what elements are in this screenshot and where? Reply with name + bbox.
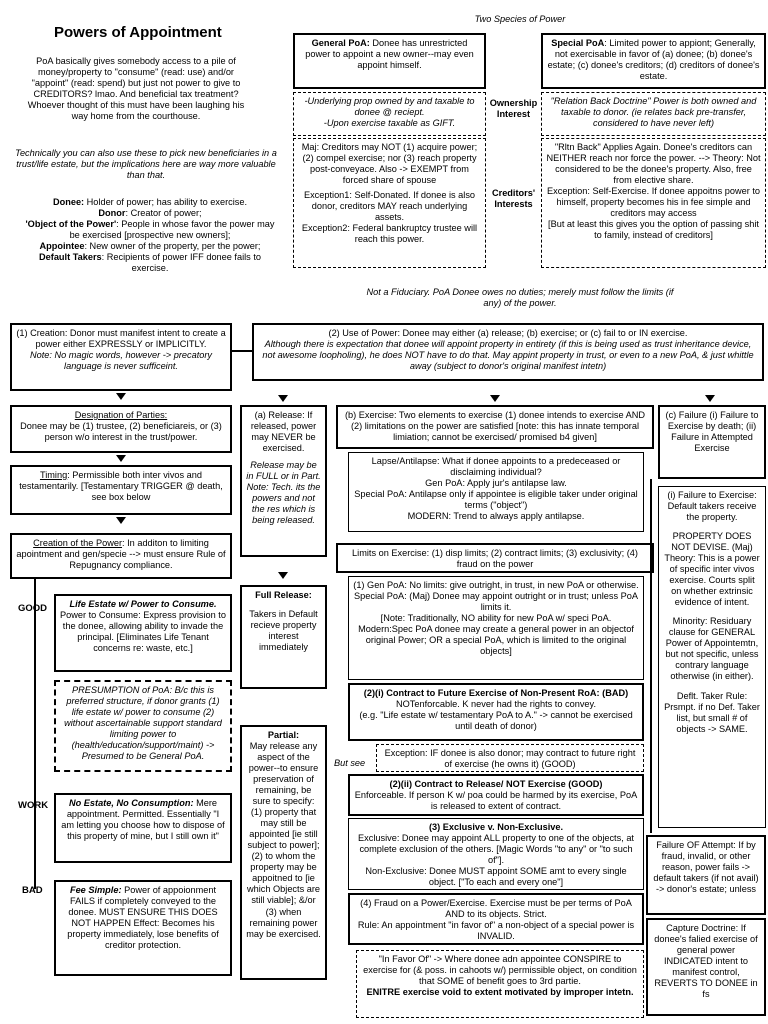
- no-estate-title: No Estate, No Consumption:: [68, 798, 194, 808]
- page-title: Powers of Appointment: [54, 24, 222, 41]
- fraud-text: (4) Fraud on a Power/Exercise. Exercise must be per terms of PoA AND to its objects. Strict.: [360, 898, 632, 920]
- contract-release-title: (2)(ii) Contract to Release/ NOT Exercise (GOOD): [389, 779, 603, 789]
- def-term: Donee:: [52, 197, 85, 207]
- full-release-title: Full Release:: [255, 590, 312, 600]
- special-poa-box: [541, 33, 766, 89]
- ownership-label: Ownership Interest: [489, 98, 538, 120]
- cred-left-1: Maj: Creditors may NOT (1) acquire power; (2) compel exercise; nor (3) reach property post-conveyace. Also -> EXEMPT from forced share of spouse: [301, 142, 478, 186]
- technically-text: Technically you can also use these to pick new beneficiaries in a trust/life estate, but the implications here are way more valuable than that.: [15, 148, 277, 181]
- failure-box: (c) Failure (i) Failure to Exercise by death; (ii) Failure in Attempted Exercise: [658, 405, 766, 479]
- partial-text: May release any aspect of the power--to ensure preservation of remaining, be sure to specify: (1) property that may still be appointed [ie still subject to power]; (2) to whom the property may be appoitned to [ie which Objects are still viable]; &/or (3) when remaining power may be exercised.: [246, 741, 321, 939]
- creditors-right: [541, 138, 766, 268]
- full-release-text: Takers in Default recieve property interest immediately: [249, 609, 318, 653]
- ownership-left-1: -Underlying prop owned by and taxable to donee @ reciept.: [304, 96, 475, 118]
- ownership-left-2: -Upon exercise taxable as GIFT.: [323, 118, 456, 129]
- deflt-text: Deflt. Taker Rule: Prsmpt. if no Def. Taker list, but small # of objects -> SAME.: [664, 690, 760, 734]
- fee-simple-title: Fee Simple:: [69, 885, 122, 895]
- release-text: (a) Release: If released, power may NEVER be exercised.: [250, 410, 317, 454]
- lapse-box: [348, 452, 644, 532]
- ownership-right: "Relation Back Doctrine" Power is both owned and taxable to donor. (ie relates back pre-transfer, considered to have never left): [541, 92, 766, 136]
- species-heading: Two Species of Power: [474, 14, 566, 24]
- fraud-rule: Rule: An appointment "in favor of" a non-object of a special power is INVALID.: [357, 920, 635, 942]
- special-poa-title: Special PoA: [551, 38, 605, 48]
- arrow-down-icon: [705, 395, 715, 402]
- exclusive-text: Exclusive: Donee may appoint ALL property to one of the objects, at complete exclusion of the others. [Magic Words "to any" or "to such of"].: [358, 833, 634, 866]
- exclusive-box: [348, 818, 644, 890]
- cred-right-3: [But at least this gives you the option of passing shit to family, instead of creditors]: [548, 219, 759, 241]
- arrow-down-icon: [278, 395, 288, 402]
- not-devise-text: PROPERTY DOES NOT DEVISE. (Maj) Theory: This is a power of specific inter vivos exercise. Courts split on whether extrinsic evidence of intent.: [664, 531, 760, 608]
- fiduciary-note: Not a Fiduciary. PoA Donee owes no duties; merely must follow the limits (if any) of the power.: [366, 287, 674, 309]
- lapse-text: Lapse/Antilapse: What if donee appoints to a predeceased or disclaiming individual?: [371, 456, 621, 478]
- def-text: : Recipients of power IFF donee fails to exercise.: [101, 252, 261, 274]
- life-estate-text: Power to Consume: Express provision to the donee, allowing ability to invade the principal. [Eliminates Life Tenant concerns re: waste, etc.]: [60, 610, 226, 654]
- cred-right-1: "Rltn Back" Applies Again. Donee's creditors can NEITHER reach nor force the power. --> Theory: Not considered to be the donee's property. Also, free from elective share.: [546, 142, 761, 186]
- ownership-left: [293, 92, 486, 136]
- arrow-down-icon: [116, 455, 126, 462]
- def-term: Appointee: [39, 241, 85, 252]
- connector-line: [232, 350, 252, 352]
- use-text2: Although there is expectation that donee will appoint property in entirety (if this is being used as trust inheritance device, not awesome loopholing), he does NOT have to do that. May appint property in trust, or even to a new PoA, & just whittle away (subject to donor's original manifest intetn): [262, 339, 754, 372]
- designation-box: [10, 405, 232, 453]
- cred-left-2: Exception1: Self-Donated. If donee is also donor, creditors MAY reach underlying assets.: [303, 190, 476, 223]
- minority-text: Minority: Residuary clause for GENERAL Power of Appointemtn, but not specific, unless contrary language otherwise (in either).: [665, 616, 759, 682]
- exclusive-text2: Non-Exclusive: Donee MUST appoint SOME amt to every single object. ["To each and every one"]: [365, 866, 627, 888]
- fraud-box: [348, 893, 644, 945]
- use-text: (2) Use of Power: Donee may either (a) release; (b) exercise; or (c) fail to or IN exercise.: [328, 328, 688, 338]
- def-term: Donor: [98, 208, 126, 219]
- creation-power-text: : In additon to limiting apointment and gen/specie --> must ensure Rule of Repugnancy compliance.: [16, 538, 226, 571]
- definitions: [20, 197, 280, 274]
- creation-note: Note: No magic words, however -> precatory language is never sufficeint.: [29, 350, 213, 372]
- lapse-modern: MODERN: Trend to always apply antilapse.: [407, 511, 585, 522]
- partial-title: Partial:: [267, 730, 300, 740]
- arrow-down-icon: [490, 395, 500, 402]
- failure-exercise-box: [658, 486, 766, 828]
- partial-box: [240, 725, 327, 980]
- label-good: GOOD: [18, 603, 48, 614]
- def-term: 'Object of the Power': [25, 219, 117, 230]
- life-estate-title: Life Estate w/ Power to Consume.: [69, 599, 217, 609]
- no-estate-text: Mere appointment. Permitted. Essentially "I am letting you choose how to dispose of this property of mine, but I still own it": [61, 798, 225, 842]
- timing-heading: Timing: [39, 470, 68, 480]
- release-box: [240, 405, 327, 557]
- timing-text: : Permissible both inter vivos and testamentarily. [Testamentary TRIGGER @ death, see box below: [19, 470, 223, 503]
- general-poa-text: Donee has unrestricted power to appoint a new owner--may even appoint himself.: [305, 38, 474, 71]
- creation-box: [10, 323, 232, 391]
- designation-text: Donee may be (1) trustee, (2) beneficiareis, or (3) person w/o interest in the trust/power.: [20, 421, 222, 443]
- use-of-power-box: [252, 323, 764, 381]
- in-favor-box: [356, 950, 644, 1018]
- lapse-special: Special PoA: Antilapse only if appointee is eligible taker under original terms ("object"): [354, 489, 638, 511]
- timing-box: [10, 465, 232, 515]
- arrow-down-icon: [116, 517, 126, 524]
- full-release-box: [240, 585, 327, 689]
- exclusive-title: (3) Exclusive v. Non-Exclusive.: [428, 822, 564, 832]
- def-text: Holder of power; has ability to exercise.: [86, 197, 248, 207]
- lapse-gen: Gen PoA: Apply jur's antilapse law.: [425, 478, 567, 489]
- def-text: : New owner of the property, per the power;: [84, 241, 261, 252]
- designation-heading: Designation of Parties:: [74, 410, 168, 420]
- but-see-label: But see: [334, 758, 366, 768]
- contract-future-box: [348, 683, 644, 741]
- in-favor-bold: ENITRE exercise void to extent motivated by improper intetn.: [366, 987, 634, 998]
- general-poa-title: General PoA:: [311, 38, 370, 48]
- no-estate-box: [54, 793, 232, 863]
- gen-poa-text: (1) Gen PoA: No limits: give outright, in trust, in new PoA or otherwise.: [353, 580, 639, 590]
- def-text: : Creator of power;: [125, 208, 202, 219]
- arrow-down-icon: [278, 572, 288, 579]
- cred-right-2: Exception: Self-Exercise. If donee appoitns power to himself, property becomes his in fee simple and creditors may access: [547, 186, 760, 219]
- creditors-left: [293, 138, 486, 268]
- special-poa-text: : Limited power to appiont; Generally, not exercisable in favor of (a) donee; (b) donee's estate; (c) donee's creditors; (d) creditors of donee's estate.: [547, 38, 760, 82]
- cred-left-3: Exception2: Federal bankruptcy trustee will reach this power.: [301, 223, 478, 245]
- def-term: Default Takers: [39, 252, 102, 263]
- general-poa-box: [293, 33, 486, 89]
- in-favor-text: "In Favor Of" -> Where donee adn appointee CONSPIRE to exercise for (& poss. in cahoots w/) permissible object, on condition that SOME of benefit goes to 3rd partie.: [363, 954, 637, 987]
- gen-poa-special: Special PoA: (Maj) Donee may appoint outright or in trust; unless PoA limits it.: [354, 591, 638, 613]
- exception-donor-box: Exception: IF donee is also donor; may contract to future right of exercise (he owns it) (GOOD): [376, 744, 644, 772]
- intro-text: PoA basically gives somebody access to a pile of money/property to "consume" (read: use) and/or "appoint" (read: spend) but just not power to give to CREDITORS? lmao. And beneficial tax treatment? Whoever thought of this must have been laughing his way home from the courthouse.: [27, 56, 245, 122]
- connector-line: [650, 479, 652, 833]
- label-work: WORK: [18, 800, 49, 811]
- def-text: : People in whose favor the power may be exercised [prospective new owners];: [69, 219, 275, 241]
- contract-future-title: (2)(i) Contract to Future Exercise of Non-Present RoA: (BAD): [363, 688, 629, 698]
- label-bad: BAD: [22, 885, 43, 896]
- life-estate-box: [54, 594, 232, 672]
- gen-poa-box: [348, 576, 644, 680]
- failure-exercise-text: (i) Failure to Exercise: Default takers receive the property.: [667, 490, 757, 523]
- contract-release-text: Enforceable. If person K w/ poa could be harmed by its exercise, PoA is released to extent of contract.: [354, 790, 638, 812]
- capture-box: Capture Doctrine: If donee's falied exercise of general power INDICATED intent to manifest control, REVERTS TO DONEE in fs: [646, 918, 766, 1016]
- creation-power-heading: Creation of the Power: [33, 538, 123, 548]
- exercise-box: (b) Exercise: Two elements to exercise (1) donee intends to exercise AND (2) limitations on the power are satisfied [note: this has innate temporal limiation; cannot be exercised/ promised b4 given]: [336, 405, 654, 449]
- gen-poa-note: [Note: Traditionally, NO ability for new PoA w/ speci PoA. Modern:Spec PoA donee may create a general power in an objectof original Power; OR a special PoA, which is limited to the original objects]: [358, 613, 634, 657]
- limits-box: Limits on Exercise: (1) disp limits; (2) contract limits; (3) exclusivity; (4) fraud on the power: [336, 543, 654, 573]
- fee-simple-text: Power of appoionment FAILS if completely conveyed to the donee. MUST ENSURE THIS DOES NOT HAPPEN Effect: Becomes his property immediately, lose benefits of creditor protection.: [67, 885, 219, 951]
- fee-simple-box: [54, 880, 232, 976]
- creation-text: (1) Creation: Donor must manifest intent to create a power either EXPRESSLY or IMPLICITLY.: [16, 328, 226, 350]
- release-text2: Release may be in FULL or in Part. Note: Tech. its the powers and not the res which is being released.: [246, 460, 321, 526]
- bracket-line: [34, 579, 36, 889]
- presumption-box: PRESUMPTION of PoA: B/c this is preferred structure, if donor grants (1) life estate w/ power to consume (2) without ascertainable support standard limiting power to (health/education/support/maint) -> Presumed to be General PoA.: [54, 680, 232, 772]
- contract-future-example: (e.g. "Life estate w/ testamentary PoA to A." -> cannot be exercised until death of donor): [359, 710, 633, 732]
- arrow-down-icon: [116, 393, 126, 400]
- failure-attempt-box: Failure OF Attempt: If by fraud, invalid, or other reason, power fails -> default takers (if not avail) -> donor's estate; unless: [646, 835, 766, 915]
- contract-future-text: NOTenforcable. K never had the rights to convey.: [395, 699, 597, 710]
- creditors-label: Creditors' Interests: [491, 188, 536, 210]
- contract-release-box: [348, 774, 644, 816]
- creation-power-box: [10, 533, 232, 579]
